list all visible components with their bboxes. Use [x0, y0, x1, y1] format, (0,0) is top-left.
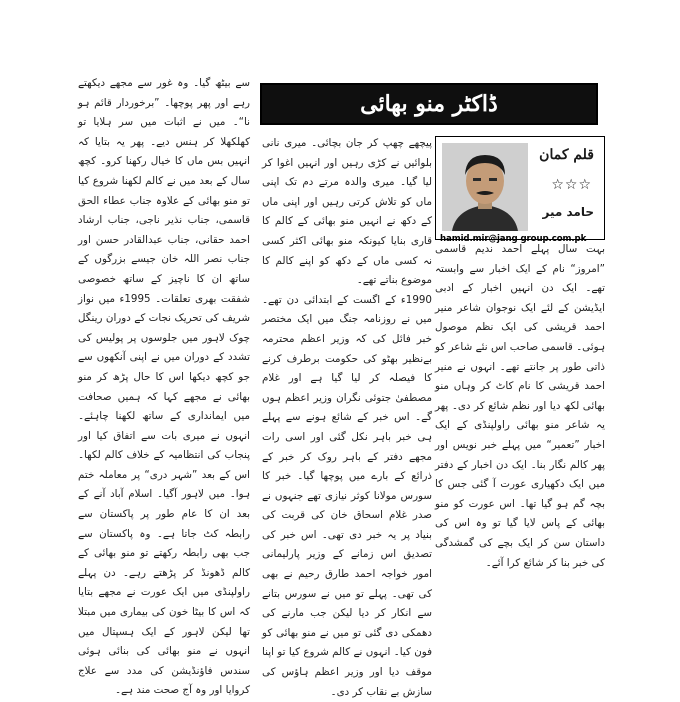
- author-email[interactable]: hamid.mir@jang group.com.pk: [440, 234, 587, 244]
- author-portrait-image: [442, 143, 528, 231]
- headline-title: ڈاکٹر منو بھائی: [360, 91, 498, 117]
- author-name: حامد میر: [542, 205, 594, 219]
- paragraph: پیچھے چھپ کر جان بچائی۔ میری نانی بلوائیں نے کڑی رہیں اور انہیں اغوا کر لیا گیا۔ میری والدہ مرتے دم تک اپنی ماں کو تلاش کرتی رہیں اور اپنی ماں کے دکھ نے انہیں منو بھائی کے کالم کا قاری بنایا کیونکہ منو بھائی اکثر کسی نہ کسی ماں کے دکھ کو اپنے کالم کا موضوع بناتے تھے۔: [262, 137, 432, 287]
- paragraph: 1990ء کے اگست کے ابتدائی دن تھے۔ میں نے روزنامہ جنگ میں ایک مختصر خبر فائل کی کہ وزیر اعظم محترمہ بےنظیر بھٹو کی حکومت برطرف کرنے کا فیصلہ کر لیا گیا ہے اور غلام مصطفیٰ جتوئی نگران وزیر اعظم ہوں گے۔ اس خبر کے شائع ہونے سے پہلے ہی خبر باہر نکل گئی اور اسی رات مجھے دفتر کے باہر روک کر خبر کے ذرائع کے بارے میں پوچھا گیا۔ خبر کا سورس مولانا کوثر نیازی تھے جنہوں نے صدر غلام اسحاق خان کی قربت کی بنیاد پر یہ خبر دی تھی۔ اس خبر کی تصدیق اس زمانے کے وزیر پارلیمانی امور خواجہ احمد طارق رحیم نے بھی کی تھی۔ پہلے تو میں نے سورس بتانے سے انکار کر دیا لیکن جب مارنے کی دھمکی دی گئی تو میں نے منو بھائی کو فون کیا۔ انہوں نے کالم شروع کیا تو اپنا موقف دیا اور وزیر اعظم ہاؤس کی سازش بے نقاب کر دی۔: [262, 293, 432, 698]
- article-column-right: [435, 240, 605, 569]
- star-rating-icon: ☆☆☆: [551, 177, 592, 193]
- article-column-middle: [262, 134, 432, 698]
- author-photo: [442, 143, 528, 231]
- column-name: قلم کمان: [539, 147, 594, 163]
- columnist-box: [435, 136, 605, 244]
- article-column-left: [78, 74, 250, 697]
- paragraph: بہت سال پہلے احمد ندیم قاسمی ”امروز“ نام کے ایک اخبار سے وابستہ تھے۔ ایک دن انہیں اخبار کے ادبی ایڈیشن کے لئے ایک نوجوان شاعر منیر احمد قریشی کی ایک نظم موصول ہوئی۔ قاسمی صاحب اس نئے شاعر کو ذاتی طور پر جانتے تھے۔ انہوں نے منیر احمد قریشی کا نام کاٹ کر وہاں منو بھائی لکھ دیا اور نظم شائع کر دی۔ پھر یہ شاعر منو بھائی راولپنڈی کے ایک اخبار ”تعمیر“ میں پہلے خبر نویس اور پھر کالم نگار بنا۔ ایک دن اخبار کے دفتر میں ایک دکھیاری عورت آ گئی جس کا بچہ گم ہو گیا تھا۔ اس عورت کو منو بھائی کے پاس لایا گیا تو وہ اس کی داستان سن کر ایک بچے کی گمشدگی کی خبر بنا کر شائع کرا آئے۔: [435, 243, 605, 569]
- paragraph: سے بیٹھ گیا۔ وہ غور سے مجھے دیکھتے رہے اور پھر پوچھا۔ ”برخوردار قائم ہو نا“۔ میں نے اثبات میں سر ہلایا تو کھلکھلا کر ہنس دیے۔ پھر یہ بتایا کہ انہیں بس ماں کا خیال رکھنا کرو۔ کچھ سال کے بعد میں نے کالم لکھنا شروع کیا تو منو بھائی کے علاوہ جناب عطاء الحق قاسمی، جناب نذیر ناجی، جناب ارشاد احمد حقانی، جناب عبدالقادر حسن اور جناب نصر اللہ خان جیسے بزرگوں کے ساتھ ان کا ناچیز کے ساتھ خصوصی شفقت بھری تعلقات۔ 1995ء میں نواز شریف کی تحریک نجات کے دوران رینگل چوک لاہور میں جلوسوں پر پولیس کی تشدد کے دوران میں نے اپنی آنکھوں سے جو کچھ دیکھا اس کا حال پڑھ کر منو بھائی نے مجھے کہا کہ ہمیں صحافت میں ایمانداری کے ساتھ لکھنا چاہئے۔ انہوں نے میری بات سے اتفاق کیا اور پنجاب کی انتظامیہ کے خلاف کالم لکھا۔ اس کے بعد ”شہر دری“ پر معاملہ ختم ہوا۔ میں لاہور آگیا۔ اسلام آباد آنے کے بعد ان کا عام طور پر پاکستان سے رابطہ کٹ جاتا ہے۔ وہ پاکستان سے جب بھی رابطہ رکھتے تو منو بھائی کے کالم ڈھونڈ کر پڑھتے رہے۔ دن پہلے راولپنڈی میں ایک عورت نے مجھے بتایا کہ اس کا بیٹا خون کی بیماری میں مبتلا تھا لیکن لاہور کے ایک ہسپتال میں انہوں نے منو بھائی کی بنائی ہوئی سندس فاؤنڈیشن کی مدد سے علاج کروایا اور وہ آج صحت مند ہے۔: [78, 77, 250, 697]
- headline-banner: [260, 83, 598, 125]
